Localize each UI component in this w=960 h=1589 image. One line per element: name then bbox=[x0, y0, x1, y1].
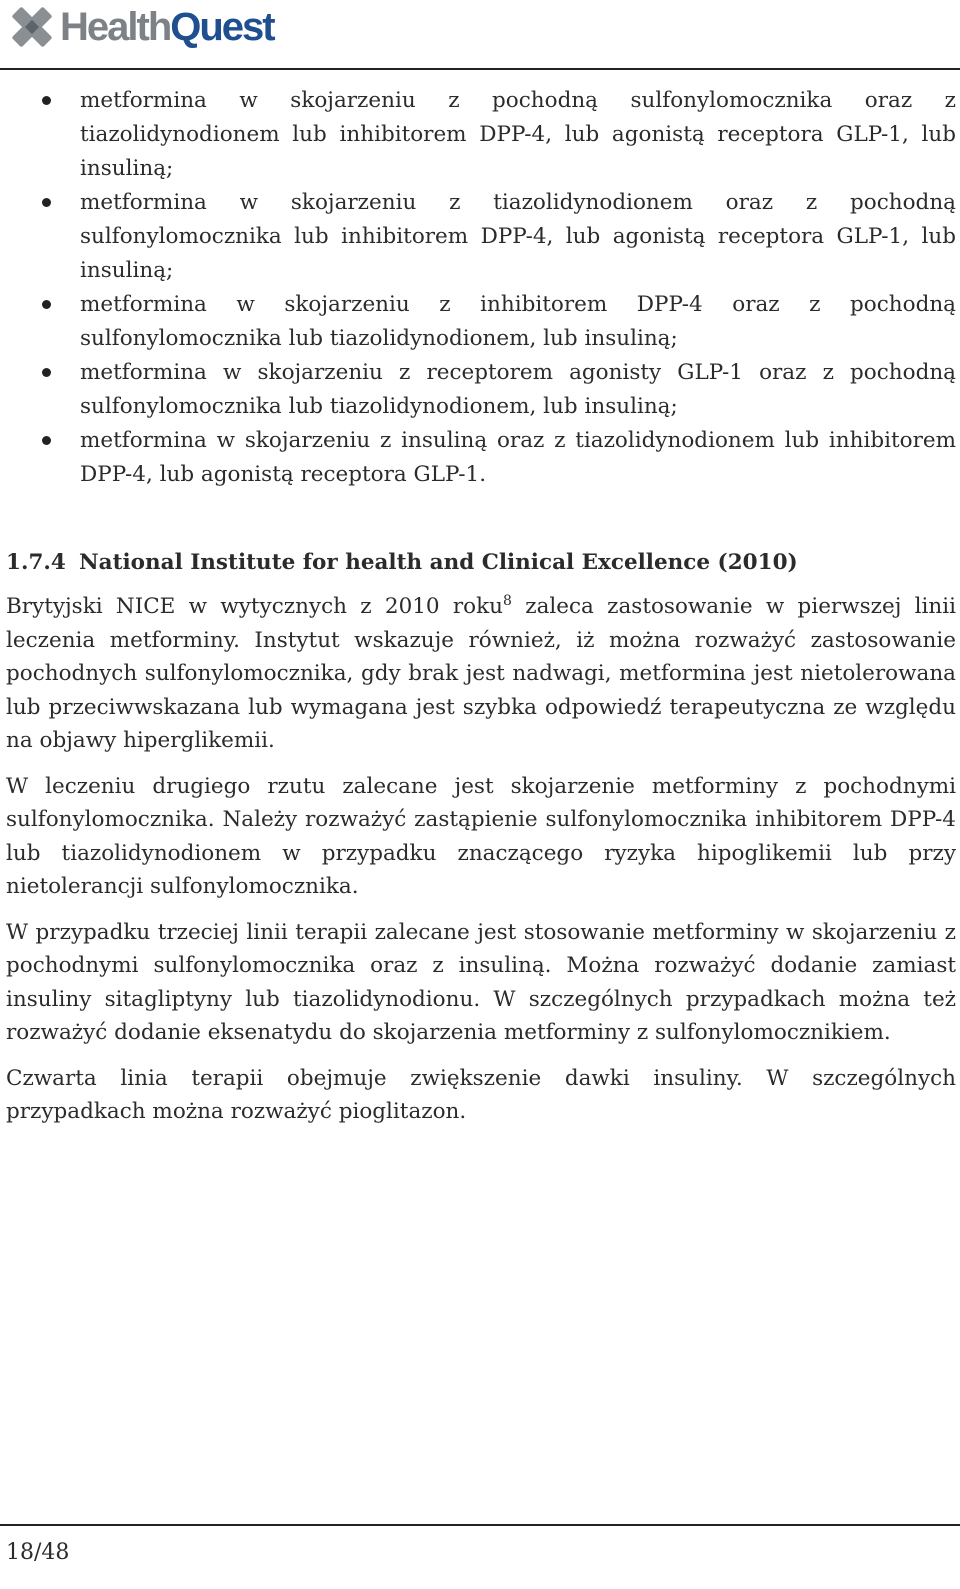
paragraph-nice-first-line bbox=[6, 590, 956, 758]
bullet-icon bbox=[42, 436, 51, 445]
section-heading bbox=[6, 546, 956, 580]
list-item bbox=[6, 288, 956, 356]
therapy-options-list bbox=[6, 84, 956, 492]
cross-icon bbox=[6, 2, 58, 52]
bullet-icon bbox=[42, 198, 51, 207]
bullet-icon bbox=[42, 300, 51, 309]
logo-wordmark bbox=[60, 2, 274, 52]
paragraph-fourth-line: Czwarta linia terapii obejmuje zwiększenie dawki insuliny. W szczególnych przypadkach można rozważyć pioglitazon. bbox=[6, 1065, 956, 1124]
bullet-icon bbox=[42, 368, 51, 377]
list-item bbox=[6, 356, 956, 424]
list-item-text: metformina w skojarzeniu z inhibitorem DPP-4 oraz z pochodną sulfonylomocznika lub tiazolidynodionem, lub insuliną; bbox=[80, 292, 956, 351]
healthquest-logo bbox=[6, 2, 274, 52]
bullet-icon bbox=[42, 96, 51, 105]
paragraph-text: Brytyjski NICE w wytycznych z 2010 roku bbox=[6, 594, 504, 619]
list-item bbox=[6, 424, 956, 492]
list-item-text: metformina w skojarzeniu z tiazolidynodionem oraz z pochodną sulfonylomocznika lub inhibitorem DPP-4, lub agonistą receptora GLP-1, lub insuliną; bbox=[80, 190, 956, 283]
paragraph-third-line: W przypadku trzeciej linii terapii zalecane jest stosowanie metforminy w skojarzeniu z pochodnymi sulfonylomocznika oraz z insuliną. Można rozważyć dodanie zamiast insuliny sitagliptyny lub tiazolidynodionu. W szczególnych przypadkach można też rozważyć dodanie eksenatydu do skojarzenia metforminy z sulfonylomocznikiem. bbox=[6, 919, 956, 1045]
page-content bbox=[6, 84, 956, 1129]
list-item-text: metformina w skojarzeniu z receptorem agonisty GLP-1 oraz z pochodną sulfonylomocznika lub tiazolidynodionem, lub insuliną; bbox=[80, 360, 956, 419]
section-title: National Institute for health and Clinical Excellence (2010) bbox=[79, 550, 798, 575]
logo-health: Health bbox=[60, 5, 171, 49]
page-header bbox=[0, 0, 960, 72]
paragraph-text: zaleca zastosowanie w pierwszej linii leczenia metforminy. Instytut wskazuje również, iż można rozważyć zastosowanie pochodnych sulfonylomocznika, gdy brak jest nadwagi, metformina jest nietolerowana lub przeciwwskazana lub wymagana jest szybka odpowiedź terapeutyczna ze względu na objawy hiperglikemii. bbox=[6, 594, 957, 753]
list-item bbox=[6, 186, 956, 288]
section-number: 1.7.4 bbox=[6, 550, 66, 575]
footnote-reference: 8 bbox=[503, 592, 512, 609]
list-item-text: metformina w skojarzeniu z insuliną oraz z tiazolidynodionem lub inhibitorem DPP-4, lub agonistą receptora GLP-1. bbox=[80, 428, 956, 487]
page-number: 18/48 bbox=[6, 1540, 70, 1565]
logo-quest: Quest bbox=[170, 5, 274, 49]
header-divider bbox=[0, 68, 960, 70]
footer-divider bbox=[0, 1524, 960, 1526]
list-item bbox=[6, 84, 956, 186]
paragraph-second-line: W leczeniu drugiego rzutu zalecane jest skojarzenie metforminy z pochodnymi sulfonylomocznika. Należy rozważyć zastąpienie sulfonylomocznika inhibitorem DPP-4 lub tiazolidynodionem w przypadku znaczącego ryzyka hipoglikemii lub przy nietolerancji sulfonylomocznika. bbox=[6, 773, 956, 899]
list-item-text: metformina w skojarzeniu z pochodną sulfonylomocznika oraz z tiazolidynodionem lub inhibitorem DPP-4, lub agonistą receptora GLP-1, lub insuliną; bbox=[80, 88, 956, 181]
